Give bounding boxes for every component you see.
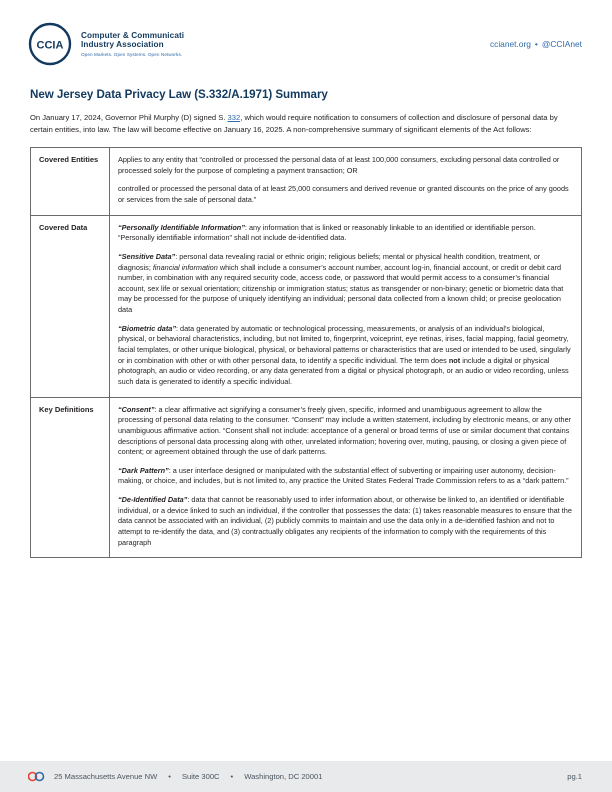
ccia-footer-mark-icon	[28, 771, 46, 782]
term-dark-pattern: “Dark Pattern”	[118, 465, 169, 475]
paragraph	[118, 405, 573, 458]
emphasis-financial-information: financial information	[152, 262, 218, 272]
table-row	[31, 397, 582, 558]
row-label-key-definitions: Key Definitions	[31, 397, 110, 558]
brand-text	[81, 31, 184, 57]
paragraph	[118, 223, 573, 244]
header-links	[490, 39, 582, 49]
row-body-covered-entities	[110, 148, 582, 216]
page-number: pg.1	[567, 772, 582, 781]
definition-biometric-part1: : data generated by automatic or technological processing, measurements, or analysis of an individual’s biological, physical, or behavioral characteristics, including, but not limited to, fingerprint, voiceprint, eye retinas, irises, facial mapping, facial geometry, facial templates, or other unique biological, physical, or behavioral patterns or characteristics that are used or intended to be used, singularly or in combination with other or with other personal data, to identify a specific individual. The term does	[118, 323, 571, 365]
summary-table	[30, 147, 582, 558]
footer-city: Washington, DC 20001	[244, 772, 323, 781]
footer-suite: Suite 300C	[181, 772, 220, 781]
bill-link[interactable]: 332	[227, 113, 241, 122]
footer-separator-1: •	[168, 772, 171, 781]
page-header	[0, 0, 612, 76]
table-row	[31, 148, 582, 216]
row-body-key-definitions	[110, 397, 582, 558]
definition-de-identified-data: : data that cannot be reasonably used to infer information about, or otherwise be linked to, an identified or identifiable individual, or a device linked to such an individual, if the controller that possesses the data: (1) takes reasonable measures to ensure that the data cannot be associated with an individual, (2) publicly commits to maintain and use the data only in a de-identified fashion and not to attempt to re-identify the data, and (3) contractually obligates any recipients of the information to comply with the requirements of this paragraph	[118, 495, 572, 547]
term-de-identified-data: “De-Identified Data”	[118, 495, 188, 505]
page-title: New Jersey Data Privacy Law (S.332/A.1971) Summary	[30, 88, 328, 101]
table-row	[31, 215, 582, 397]
intro-text-before: On January 17, 2024, Governor Phil Murphy (D) signed S.	[30, 113, 228, 122]
intro-paragraph	[30, 112, 582, 135]
intro-text-after: , which would require notification to consumers of collection and disclosure of personal data by certain entities, into law. The law will become effective on January 16, 2025. A non-comprehensive summary of significant elements of the Act follows:	[30, 113, 558, 134]
emphasis-not: not	[448, 355, 461, 365]
paragraph: Applies to any entity that “controlled or processed the personal data of at least 100,000 consumers, excluding personal data controlled or processed solely for the purpose of completing a payment transaction; OR	[118, 155, 560, 175]
definition-pii: : any information that is linked or reasonably linkable to an identified or identifiable person. “Personally identifiable information” shall not include de-identified data.	[118, 222, 536, 243]
svg-text:CCIA: CCIA	[36, 39, 64, 52]
footer-address: 25 Massachusetts Avenue NW	[54, 772, 158, 781]
definition-dark-pattern: : a user interface designed or manipulated with the substantial effect of subverting or impairing user autonomy, decision-making, or choice, and includes, but is not limited to, any practice the United States Federal Trade Commission refers to as a “dark pattern.”	[118, 465, 569, 486]
brand-line-2: Industry Association	[81, 40, 164, 50]
paragraph	[118, 252, 573, 316]
paragraph	[118, 495, 573, 548]
row-label-covered-data: Covered Data	[31, 215, 110, 397]
term-biometric-data: “Biometric data”	[118, 323, 176, 333]
row-body-covered-data	[110, 215, 582, 397]
definition-consent: : a clear affirmative act signifying a consumer’s freely given, specific, informed and unambiguous agreement to allow the processing of personal data relating to the consumer. “Consent” may include a written statement, including by electronic means, or any other unambiguous affirmative action. “Consent shall not include: acceptance of a general or broad terms of use or similar document that contains descriptions of personal data processing along with other, unrelated information; hovering over, muting, pausing, or closing a given piece of content; or agreement obtained through the use of dark patterns.	[118, 404, 572, 457]
twitter-link[interactable]: @CCIAnet	[541, 39, 582, 49]
term-sensitive-data: “Sensitive Data”	[118, 251, 176, 261]
footer-separator-2: •	[230, 772, 234, 781]
brand-block	[28, 22, 184, 66]
definition-biometric-part2: include a digital or physical photograph, an audio or video recording, or any data generated from a digital or physical photograph, or an audio or video recording, unless such data is generated to identify a specific individual.	[118, 355, 569, 386]
definition-sensitive-data-part1: : personal data revealing racial or ethnic origin; religious beliefs; mental or physical health condition, treatment, or diagnosis;	[118, 251, 541, 272]
footer-address-block	[28, 771, 322, 782]
brand-line-1: Computer & Communicati	[81, 30, 185, 40]
ccia-logo-icon	[28, 22, 72, 66]
row-label-covered-entities: Covered Entities	[31, 148, 110, 216]
page-footer	[0, 761, 612, 792]
header-separator: •	[534, 39, 538, 49]
paragraph	[118, 466, 573, 487]
paragraph: controlled or processed the personal data of at least 25,000 consumers and derived revenue or granted discounts on the price of any goods or services from the sale of personal data.”	[118, 184, 569, 204]
term-pii: “Personally Identifiable Information”	[118, 222, 245, 232]
definition-sensitive-data-part2: which shall include a consumer’s account number, account log-in, financial account, or credit or debit card number, in combination with any required security code, access code, or password that would permit access to a consumer’s financial account, sex life or sexual orientation; citizenship or immigration status; status as transgender or non-binary; genetic or biometric data that may be processed for the purpose of uniquely identifying an individual; personal data collected from a known child; or precise geolocation data	[118, 262, 564, 315]
website-link[interactable]: ccianet.org	[489, 39, 531, 49]
paragraph	[118, 324, 573, 388]
brand-tagline: Open Markets. Open Systems. Open Networks.	[81, 51, 183, 57]
term-consent: “Consent”	[118, 404, 155, 414]
